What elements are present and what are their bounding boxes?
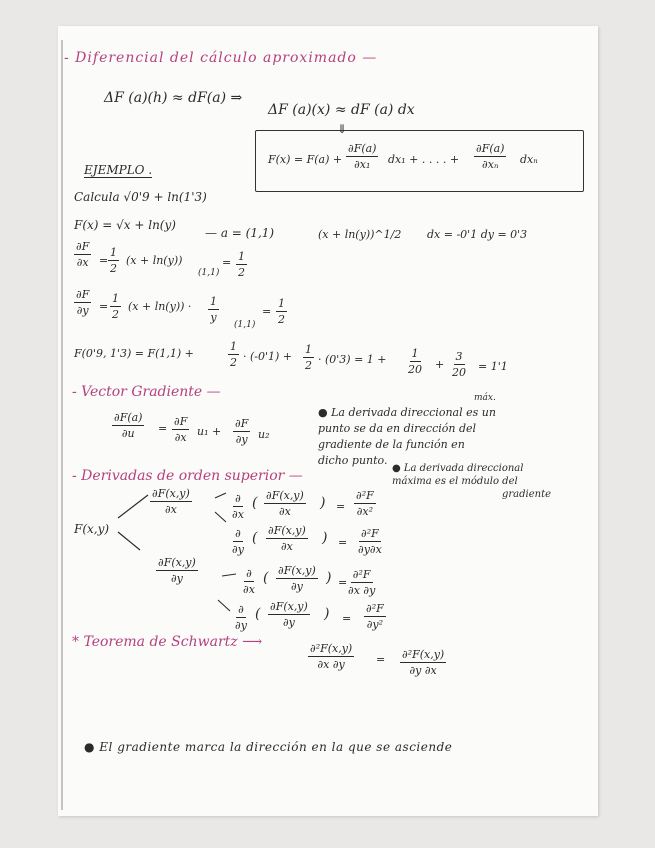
gradient-u2: u₂ [258, 428, 270, 441]
dfdx-eval-point: (1,1) [198, 268, 220, 278]
section-title-higher-order: - Derivadas de orden superior — [72, 468, 303, 484]
dfdx-result: $\frac{1}{2}$ [238, 250, 245, 279]
schwarz-eq: = [376, 653, 386, 666]
tree-result-row-1: $\frac{\text{∂²F}}{\text{∂x²}}$ [356, 489, 374, 518]
tree-first-partial-y: $\frac{\partial F(x,y)}{\partial y}$ [158, 556, 196, 585]
dfdx-half: $\frac{1}{2}$ [110, 246, 117, 275]
dfdy-eval-point: (1,1) [234, 320, 256, 330]
final-frac-c: $\frac{1}{20}$ [408, 347, 422, 376]
tree-op-row-2: ∂ ∂y [232, 527, 244, 556]
section-title-differential: - Diferencial del cálculo aproximado — [64, 50, 378, 66]
example-function: F(x) = √x + ln(y) [74, 218, 176, 232]
tree-inner-row-4: $\frac{\partial F(x,y)}{\partial y}$ [270, 600, 308, 629]
equals-sign: = [262, 305, 272, 318]
tree-root-function: F(x,y) [74, 522, 110, 536]
dfdy-rhs: (x + ln(y)) · [128, 300, 192, 313]
tree-first-partial-x: $\frac{\partial F(x,y)}{\partial x}$ [152, 487, 190, 516]
max-derivative-note: ● La derivada direccional máxima es el módulo del gradiente [392, 463, 552, 500]
example-heading: EJEMPLO . [84, 163, 153, 177]
example-point: — a = (1,1) [205, 226, 275, 240]
tree-result-row-4: $\frac{\text{∂²F}}{\text{∂y²}}$ [366, 602, 384, 631]
section-title-gradient: - Vector Gradiente — [72, 384, 221, 400]
tree-inner-row-2: $\frac{\partial F(x,y)}{\partial x}$ [268, 524, 306, 553]
equals-sign: = [99, 300, 109, 313]
dfdy-lhs: $\frac{\partial F}{\partial y}$ [76, 288, 90, 317]
tree-op-row-3: ∂ ∂x [243, 567, 255, 596]
equals-sign: = [342, 612, 352, 625]
schwarz-rhs: $\frac{\text{∂²F(x,y)}}{\partial y \partial x}$ [402, 648, 445, 677]
implies-arrow-icon: ⇓ [337, 122, 348, 136]
boxed-tail: dxₙ [520, 153, 538, 166]
approx-line-1: ΔF (a)(h) ≈ dF(a) ⇒ [104, 90, 243, 106]
final-frac-b: $\frac{1}{2}$ [305, 343, 312, 372]
gradient-note: ● La derivada direccional es un punto se da en dirección del gradiente de la función en dicho punto. [318, 406, 496, 467]
final-b-tail: · (0'3) = 1 + [318, 353, 387, 366]
final-lead: F(0'9, 1'3) = F(1,1) + [74, 347, 194, 360]
gradient-lhs: $\frac{\partial F(a)}{\partial u}$ [114, 411, 143, 440]
dfdx-rhs: (x + ln(y)) [126, 254, 183, 267]
equals-sign: = [222, 256, 232, 269]
gradient-u1: u₁ + [197, 425, 222, 438]
schwarz-lhs: $\frac{\text{∂²F(x,y)}}{\partial x \partial y}$ [310, 642, 353, 671]
final-frac-a: $\frac{1}{2}$ [230, 340, 237, 369]
paren-close: ) [320, 495, 326, 511]
tree-op-row-1: ∂ ∂x [232, 492, 244, 521]
paren-open: ( [263, 570, 269, 586]
example-increments: dx = -0'1 dy = 0'3 [427, 228, 528, 241]
final-frac-d: $\frac{3}{20}$ [452, 350, 466, 379]
dfdy-half: $\frac{1}{2}$ [112, 292, 119, 321]
dfdx-lhs: $\frac{\partial F}{\partial x}$ [76, 240, 90, 269]
equals-sign: = [99, 254, 109, 267]
boxed-lead: F(x) = F(a) + [268, 153, 343, 166]
final-result: = 1'1 [478, 360, 508, 373]
gradient-note-superscript: máx. [474, 393, 496, 403]
paren-close: ) [322, 530, 328, 546]
paren-open: ( [252, 530, 258, 546]
paren-open: ( [252, 495, 258, 511]
section-title-schwarz: * Teorema de Schwartz ⟶ [72, 634, 263, 650]
example-power-form: (x + ln(y))^1/2 [318, 228, 402, 241]
example-calc: Calcula √0'9 + ln(1'3) [74, 190, 207, 204]
boxed-mid: dx₁ + . . . . + [388, 153, 460, 166]
final-plus: + [435, 358, 445, 371]
paren-close: ) [324, 606, 330, 622]
final-a-tail: · (-0'1) + [243, 350, 293, 363]
approx-line-2: ΔF (a)(x) ≈ dF (a) dx [268, 102, 415, 118]
boxed-fraction-1: $\frac{\partial F(a)}{\text{∂x₁}}$ [348, 142, 377, 171]
boxed-fraction-2: $\frac{\partial F(a)}{\text{∂xₙ}}$ [476, 142, 505, 171]
tree-result-row-2: $\frac{\text{∂²F}}{\partial y\partial x}$ [358, 527, 382, 556]
gradient-dfdx: $\frac{\partial F}{\partial x}$ [174, 415, 188, 444]
tree-inner-row-1: $\frac{\partial F(x,y)}{\partial x}$ [266, 489, 304, 518]
gradient-dfdy: $\frac{\partial F}{\partial y}$ [235, 417, 249, 446]
tree-op-row-4: ∂ ∂y [235, 603, 247, 632]
gradient-eq: = [158, 422, 168, 435]
tree-result-row-3: $\frac{\text{∂²F}}{\partial x \partial y}$ [348, 568, 376, 597]
gradient-ascent-note: ● El gradiente marca la dirección en la que se asciende [84, 740, 453, 754]
equals-sign: = [336, 500, 346, 513]
dfdy-multiplier: $\frac{1}{y}$ [210, 295, 217, 324]
dfdy-result: $\frac{1}{2}$ [278, 297, 285, 326]
equals-sign: = [338, 536, 348, 549]
equals-sign: = [338, 576, 348, 589]
tree-inner-row-3: $\frac{\partial F(x,y)}{\partial y}$ [278, 564, 316, 593]
paren-close: ) [326, 570, 332, 586]
paren-open: ( [255, 606, 261, 622]
